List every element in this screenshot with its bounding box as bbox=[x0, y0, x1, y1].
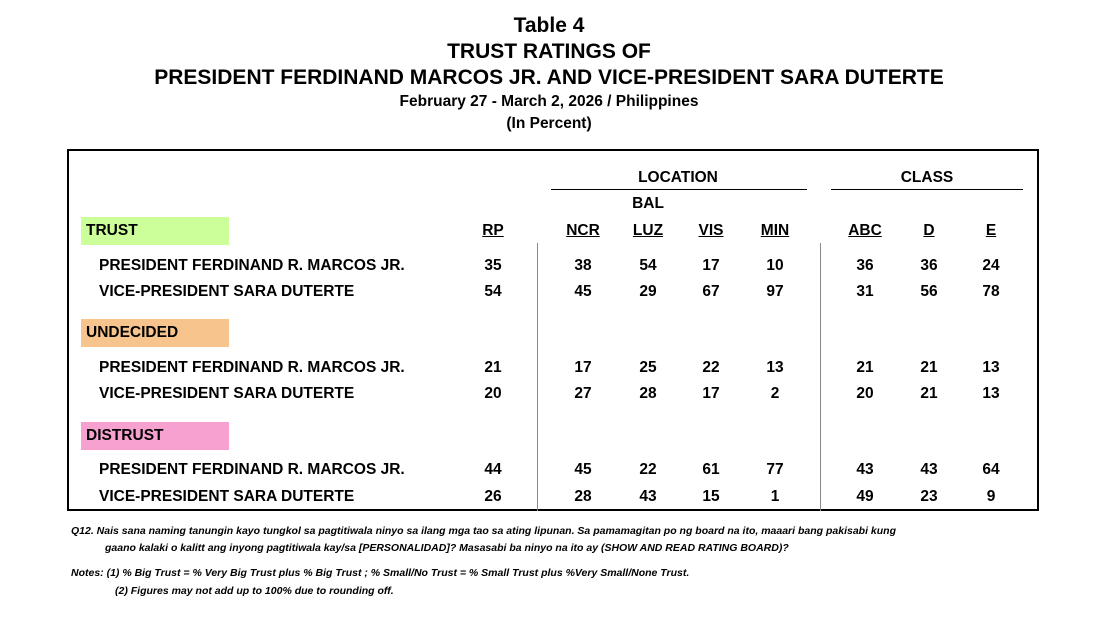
table-cell: 22 bbox=[639, 461, 657, 478]
table-cell: 49 bbox=[856, 488, 874, 505]
table-cell: 15 bbox=[702, 488, 720, 505]
col-header-min: MIN bbox=[760, 222, 790, 239]
table-cell: 64 bbox=[982, 461, 1000, 478]
section-label-undecided: UNDECIDED bbox=[81, 319, 229, 347]
table-cell: 26 bbox=[484, 488, 502, 505]
question-text-line2: gaano kalaki o kalitt ang inyong pagtitiwala kay/sa [PERSONALIDAD]? Masasabi ba ninyo na ito ay (SHOW AND READ RATING BOARD)? bbox=[105, 542, 789, 554]
table-cell: 10 bbox=[766, 257, 784, 274]
table-cell: 9 bbox=[986, 488, 996, 505]
table-cell: 21 bbox=[920, 359, 938, 376]
table-cell: 17 bbox=[574, 359, 592, 376]
column-divider bbox=[820, 243, 821, 511]
col-header-e: E bbox=[985, 222, 997, 239]
table-title-line2: PRESIDENT FERDINAND MARCOS JR. AND VICE-PRESIDENT SARA DUTERTE bbox=[154, 66, 944, 89]
notes-line2: (2) Figures may not add up to 100% due to rounding off. bbox=[115, 585, 394, 597]
ratings-table bbox=[67, 149, 1039, 511]
col-header-vis: VIS bbox=[698, 222, 724, 239]
table-cell: 20 bbox=[484, 385, 502, 402]
row-label: PRESIDENT FERDINAND R. MARCOS JR. bbox=[99, 257, 405, 274]
table-cell: 43 bbox=[856, 461, 874, 478]
table-cell: 54 bbox=[484, 283, 502, 300]
table-cell: 67 bbox=[702, 283, 720, 300]
table-cell: 24 bbox=[982, 257, 1000, 274]
table-cell: 43 bbox=[920, 461, 938, 478]
notes-line1: Notes: (1) % Big Trust = % Very Big Trust plus % Big Trust ; % Small/No Trust = % Small Trust plus %Very Small/None Trust. bbox=[71, 567, 690, 579]
table-cell: 56 bbox=[920, 283, 938, 300]
table-cell: 17 bbox=[702, 385, 720, 402]
table-cell: 28 bbox=[639, 385, 657, 402]
table-cell: 13 bbox=[982, 385, 1000, 402]
location-group-rule bbox=[551, 189, 807, 190]
table-cell: 1 bbox=[770, 488, 780, 505]
table-cell: 20 bbox=[856, 385, 874, 402]
table-cell: 23 bbox=[920, 488, 938, 505]
table-number: Table 4 bbox=[513, 14, 585, 37]
table-cell: 27 bbox=[574, 385, 592, 402]
col-header-luz: LUZ bbox=[632, 222, 664, 239]
section-label-trust: TRUST bbox=[81, 217, 229, 245]
table-cell: 25 bbox=[639, 359, 657, 376]
question-text-line1: Q12. Nais sana naming tanungin kayo tungkol sa pagtitiwala ninyo sa ilang mga tao sa ating lipunan. Sa pamamagitan po ng board na ito, maaari bang pakisabi kung bbox=[71, 525, 896, 537]
table-cell: 21 bbox=[856, 359, 874, 376]
table-cell: 43 bbox=[639, 488, 657, 505]
table-cell: 54 bbox=[639, 257, 657, 274]
table-cell: 45 bbox=[574, 461, 592, 478]
row-label: VICE-PRESIDENT SARA DUTERTE bbox=[99, 488, 355, 505]
row-label: PRESIDENT FERDINAND R. MARCOS JR. bbox=[99, 359, 405, 376]
table-cell: 28 bbox=[574, 488, 592, 505]
table-title-line1: TRUST RATINGS OF bbox=[447, 40, 651, 63]
row-label: PRESIDENT FERDINAND R. MARCOS JR. bbox=[99, 461, 405, 478]
table-cell: 45 bbox=[574, 283, 592, 300]
col-header-ncr: NCR bbox=[566, 222, 600, 239]
table-cell: 61 bbox=[702, 461, 720, 478]
col-header-abc: ABC bbox=[848, 222, 882, 239]
table-cell: 35 bbox=[484, 257, 502, 274]
col-header-d: D bbox=[923, 222, 935, 239]
row-label: VICE-PRESIDENT SARA DUTERTE bbox=[99, 283, 355, 300]
row-label: VICE-PRESIDENT SARA DUTERTE bbox=[99, 385, 355, 402]
table-cell: 44 bbox=[484, 461, 502, 478]
table-cell: 21 bbox=[484, 359, 502, 376]
table-cell: 17 bbox=[702, 257, 720, 274]
table-cell: 78 bbox=[982, 283, 1000, 300]
table-cell: 13 bbox=[766, 359, 784, 376]
table-cell: 38 bbox=[574, 257, 592, 274]
unit-label: (In Percent) bbox=[506, 115, 592, 132]
table-cell: 97 bbox=[766, 283, 784, 300]
col-header-rp: RP bbox=[482, 222, 504, 239]
table-cell: 77 bbox=[766, 461, 784, 478]
class-group-rule bbox=[831, 189, 1023, 190]
section-label-distrust: DISTRUST bbox=[81, 422, 229, 450]
table-cell: 22 bbox=[702, 359, 720, 376]
table-cell: 36 bbox=[856, 257, 874, 274]
column-divider bbox=[537, 243, 538, 511]
location-group-header: LOCATION bbox=[638, 169, 718, 186]
table-cell: 21 bbox=[920, 385, 938, 402]
table-cell: 36 bbox=[920, 257, 938, 274]
survey-date: February 27 - March 2, 2026 / Philippines bbox=[399, 93, 699, 110]
table-cell: 13 bbox=[982, 359, 1000, 376]
bal-label: BAL bbox=[632, 195, 664, 212]
table-cell: 29 bbox=[639, 283, 657, 300]
class-group-header: CLASS bbox=[900, 169, 954, 186]
table-cell: 31 bbox=[856, 283, 874, 300]
table-cell: 2 bbox=[770, 385, 780, 402]
